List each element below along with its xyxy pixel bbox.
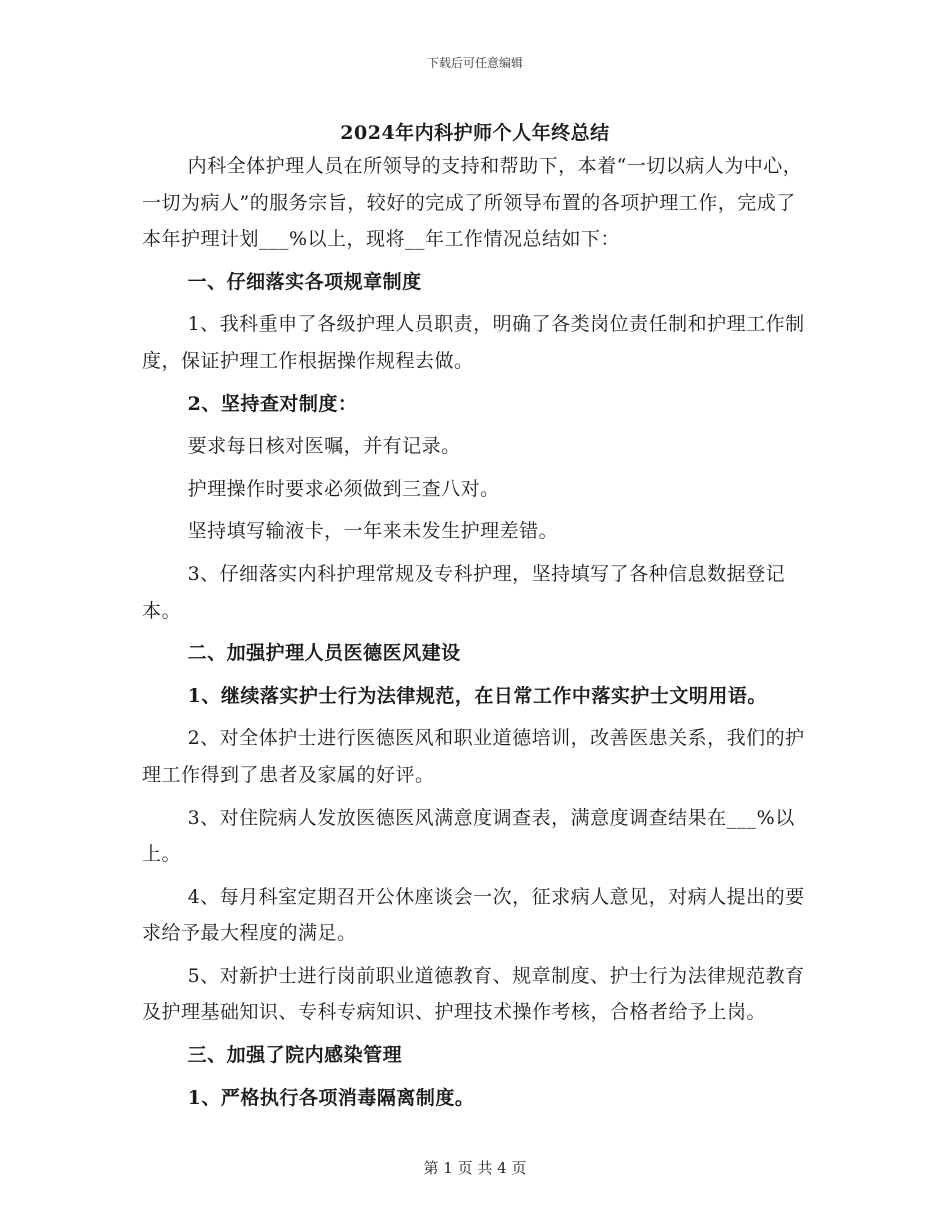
page-number: 第 1 页 共 4 页 [423, 1159, 527, 1177]
document-body [142, 148, 812, 1116]
sub-heading: 1、严格执行各项消毒隔离制度。 [187, 1086, 475, 1109]
body-paragraph: 要求每日核对医嘱，并有记录。 [187, 435, 461, 458]
section-heading-1: 一、仔细落实各项规章制度 [187, 270, 422, 293]
body-paragraph: 3、对住院病人发放医德医风满意度调查表，满意度调查结果在___%以上。 [142, 806, 795, 866]
section-heading-2: 二、加强护理人员医德医风建设 [187, 642, 461, 665]
sub-heading: 1、继续落实护士行为法律规范，在日常工作中落实护士文明用语。 [187, 684, 767, 707]
body-paragraph: 3、仔细落实内科护理常规及专科护理，坚持填写了各种信息数据登记本。 [142, 562, 786, 622]
sub-heading: 2、坚持查对制度： [187, 392, 358, 415]
body-paragraph: 坚持填写输液卡，一年来未发生护理差错。 [187, 520, 559, 543]
document-title: 2024年内科护师个人年终总结 [340, 122, 610, 144]
body-paragraph: 2、对全体护士进行医德医风和职业道德培训，改善医患关系，我们的护理工作得到了患者及家属的好评。 [142, 727, 805, 786]
body-paragraph: 护理操作时要求必须做到三查八对。 [187, 477, 500, 500]
body-paragraph: 5、对新护士进行岗前职业道德教育、规章制度、护士行为法律规范教育及护理基础知识、专科专病知识、护理技术操作考核，合格者给予上岗。 [142, 964, 805, 1024]
body-paragraph: 4、每月科室定期召开公休座谈会一次，征求病人意见，对病人提出的要求给予最大程度的满足。 [142, 885, 805, 945]
body-paragraph: 1、我科重申了各级护理人员职责，明确了各类岗位责任制和护理工作制度，保证护理工作根据操作规程去做。 [142, 313, 805, 372]
section-heading-3: 三、加强了院内感染管理 [187, 1044, 403, 1067]
header-note: 下载后可任意编辑 [426, 56, 523, 70]
intro-paragraph: 内科全体护理人员在所领导的支持和帮助下，本着“一切以病人为中心，一切为病人”的服务宗旨，较好的完成了所领导布置的各项护理工作，完成了本年护理计划___%以上，现将__年工作情况总结如下： [142, 155, 803, 251]
